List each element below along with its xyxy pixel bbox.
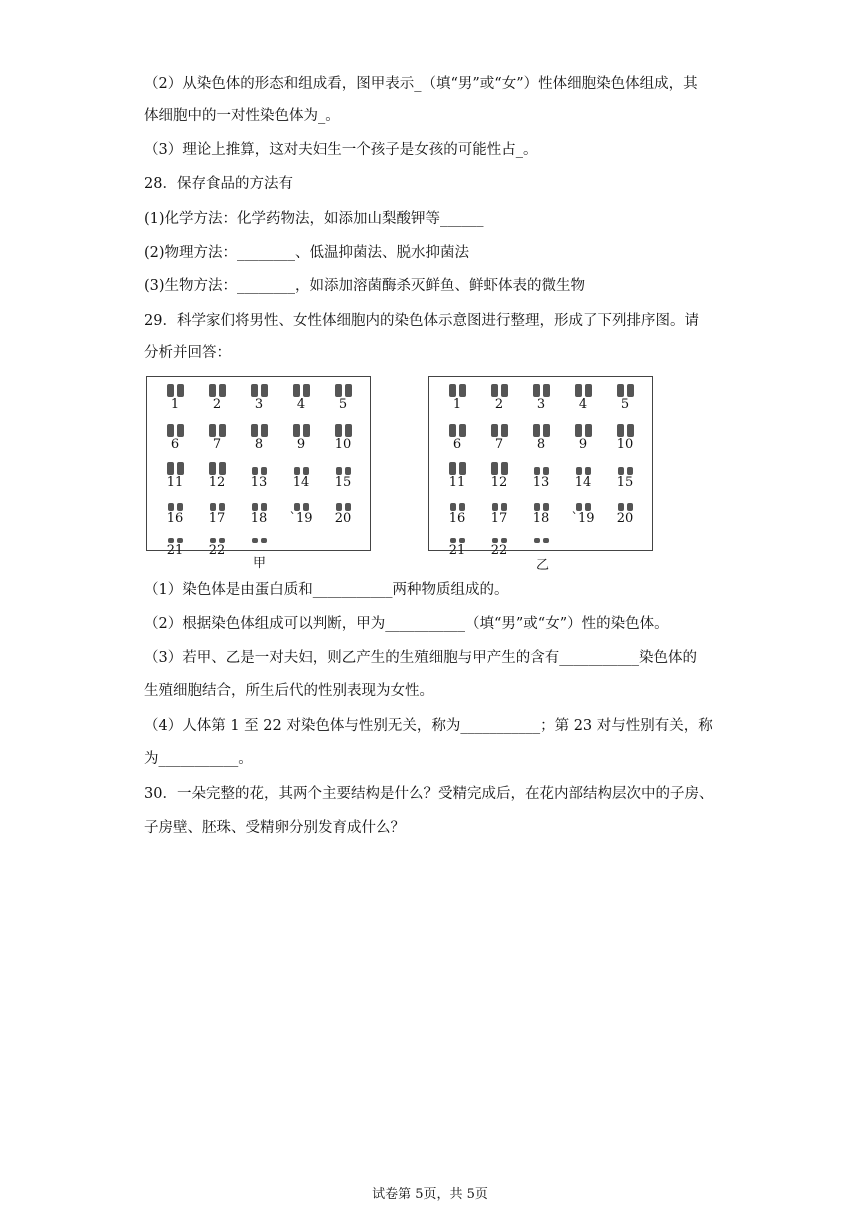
chromosome-number: 3 — [254, 397, 264, 412]
text-line-q28-2: (2)物理方法：________、低温抑菌法、脱水抑菌法 — [144, 245, 470, 261]
chromosome-shape-icon — [323, 461, 363, 475]
text-line-q30a: 30．一朵完整的花，其两个主要结构是什么？受精完成后，在花内部结构层次中的子房、 — [144, 786, 714, 802]
chromosome-shape-icon — [239, 383, 279, 397]
chromosome-number: `19 — [571, 511, 595, 526]
chromosome-number: 18 — [532, 511, 550, 526]
chromosome-shape-icon — [197, 383, 237, 397]
text-line-q29a: 29．科学家们将男性、女性体细胞内的染色体示意图进行整理，形成了下列排序图。请 — [144, 313, 699, 329]
chromosome-shape-icon — [479, 497, 519, 511]
chromosome-pair-yi-19 — [563, 497, 603, 525]
chromosome-shape-icon — [437, 461, 477, 475]
chromosome-number: 22 — [490, 543, 508, 558]
chromosome-shape-icon — [479, 529, 519, 543]
chromosome-number: 21 — [166, 543, 184, 558]
chromosome-shape-icon — [239, 423, 279, 437]
chromosome-number: 17 — [208, 511, 226, 526]
chromosome-pair-yi-2 — [479, 383, 519, 411]
chromosome-shape-icon — [437, 529, 477, 543]
chromosome-shape-icon — [605, 461, 645, 475]
chromosome-number: 16 — [166, 511, 184, 526]
chromosome-shape-icon — [563, 497, 603, 511]
chromosome-number: 17 — [490, 511, 508, 526]
chromosome-shape-icon — [197, 461, 237, 475]
chromosome-pair-yi-8 — [521, 423, 561, 451]
chromosome-pair-yi-3 — [521, 383, 561, 411]
chromosome-number: 12 — [490, 475, 508, 490]
chromosome-shape-icon — [605, 383, 645, 397]
chromosome-number: 7 — [494, 437, 504, 452]
chromosome-pair-jia-14 — [281, 461, 321, 489]
chromosome-pair-yi-21 — [437, 529, 477, 557]
chromosome-pair-jia-10 — [323, 423, 363, 451]
chromosome-number: 18 — [250, 511, 268, 526]
chromosome-pair-yi-11 — [437, 461, 477, 489]
chromosome-pair-jia-13 — [239, 461, 279, 489]
chromosome-pair-yi-12 — [479, 461, 519, 489]
chromosome-number: 10 — [616, 437, 634, 452]
chromosome-shape-icon — [605, 497, 645, 511]
text-line-q29-3a: （3）若甲、乙是一对夫妇，则乙产生的生殖细胞与甲产生的含有___________染色体的 — [144, 650, 697, 666]
chromosome-number: 5 — [338, 397, 348, 412]
chromosome-number: 15 — [616, 475, 634, 490]
chromosome-pair-jia-16 — [155, 497, 195, 525]
chromosome-pair-yi-18 — [521, 497, 561, 525]
chromosome-pair-jia-9 — [281, 423, 321, 451]
chromosome-shape-icon — [437, 383, 477, 397]
chromosome-number: 6 — [170, 437, 180, 452]
chromosome-number: 2 — [494, 397, 504, 412]
chromosome-number: 11 — [448, 475, 466, 490]
chromosome-shape-icon — [437, 497, 477, 511]
chromosome-number: 11 — [166, 475, 184, 490]
chromosome-shape-icon — [155, 529, 195, 543]
chromosome-pair-jia-18 — [239, 497, 279, 525]
chromosome-shape-icon — [521, 423, 561, 437]
chromosome-pair-jia-1 — [155, 383, 195, 411]
chromosome-shape-icon — [521, 461, 561, 475]
chromosome-number: 4 — [296, 397, 306, 412]
chromosome-pair-yi-16 — [437, 497, 477, 525]
chromosome-shape-icon — [563, 423, 603, 437]
text-line-q29-1: （1）染色体是由蛋白质和___________两种物质组成的。 — [144, 582, 509, 598]
chromosome-pair-jia-20 — [323, 497, 363, 525]
chromosome-shape-icon — [197, 497, 237, 511]
text-line-q29-2: （2）根据染色体组成可以判断，甲为___________（填“男”或“女”）性的染色体。 — [144, 616, 669, 632]
chromosome-pair-jia-12 — [197, 461, 237, 489]
text-line-q27-2b: 体细胞中的一对性染色体为_。 — [144, 108, 340, 124]
text-line-q28: 28．保存食品的方法有 — [144, 176, 293, 192]
chromosome-pair-yi-13 — [521, 461, 561, 489]
chromosome-number: 20 — [616, 511, 634, 526]
chromosome-number: 6 — [452, 437, 462, 452]
chromosome-shape-icon — [521, 529, 561, 543]
chromosome-pair-jia-6 — [155, 423, 195, 451]
chromosome-pair-jia-5 — [323, 383, 363, 411]
chromosome-pair-jia-4 — [281, 383, 321, 411]
chromosome-shape-icon — [563, 383, 603, 397]
chromosome-number: 12 — [208, 475, 226, 490]
chromosome-pair-jia-11 — [155, 461, 195, 489]
chromosome-pair-jia-22 — [197, 529, 237, 557]
page-footer: 试卷第 5页，共 5页 — [372, 1187, 488, 1202]
chromosome-shape-icon — [563, 461, 603, 475]
karyotype-figure-jia — [146, 376, 371, 558]
chromosome-pair-yi-5 — [605, 383, 645, 411]
chromosome-pair-jia-2 — [197, 383, 237, 411]
chromosome-pair-yi-22 — [479, 529, 519, 557]
text-line-q29-3b: 生殖细胞结合，所生后代的性别表现为女性。 — [144, 683, 434, 699]
chromosome-shape-icon — [281, 497, 321, 511]
chromosome-shape-icon — [155, 461, 195, 475]
karyotype-figure-yi — [428, 376, 653, 558]
chromosome-pair-yi-17 — [479, 497, 519, 525]
figure-caption-yi: 乙 — [536, 558, 550, 573]
chromosome-number: 1 — [170, 397, 180, 412]
chromosome-pair-jia-8 — [239, 423, 279, 451]
chromosome-shape-icon — [155, 383, 195, 397]
text-line-q28-1: (1)化学方法：化学药物法，如添加山梨酸钾等______ — [144, 211, 484, 227]
chromosome-shape-icon — [323, 383, 363, 397]
chromosome-number: `19 — [289, 511, 313, 526]
chromosome-pair-jia-23 — [239, 529, 279, 544]
chromosome-shape-icon — [197, 529, 237, 543]
chromosome-shape-icon — [479, 461, 519, 475]
chromosome-shape-icon — [239, 497, 279, 511]
chromosome-pair-yi-14 — [563, 461, 603, 489]
chromosome-shape-icon — [281, 423, 321, 437]
chromosome-shape-icon — [323, 423, 363, 437]
text-line-q27-3: （3）理论上推算，这对夫妇生一个孩子是女孩的可能性占_。 — [144, 142, 538, 158]
chromosome-pair-jia-7 — [197, 423, 237, 451]
chromosome-number: 3 — [536, 397, 546, 412]
chromosome-number: 9 — [578, 437, 588, 452]
chromosome-pair-yi-15 — [605, 461, 645, 489]
figure-caption-jia: 甲 — [253, 556, 267, 571]
chromosome-pair-yi-9 — [563, 423, 603, 451]
chromosome-shape-icon — [479, 423, 519, 437]
chromosome-number: 13 — [250, 475, 268, 490]
chromosome-pair-yi-1 — [437, 383, 477, 411]
chromosome-pair-jia-3 — [239, 383, 279, 411]
chromosome-shape-icon — [437, 423, 477, 437]
chromosome-shape-icon — [605, 423, 645, 437]
chromosome-number: 14 — [574, 475, 592, 490]
chromosome-shape-icon — [323, 497, 363, 511]
chromosome-number: 16 — [448, 511, 466, 526]
chromosome-number: 4 — [578, 397, 588, 412]
chromosome-number: 1 — [452, 397, 462, 412]
chromosome-pair-jia-15 — [323, 461, 363, 489]
text-line-q30b: 子房壁、胚珠、受精卵分别发育成什么？ — [144, 820, 405, 836]
chromosome-number: 8 — [254, 437, 264, 452]
chromosome-number: 5 — [620, 397, 630, 412]
chromosome-shape-icon — [521, 497, 561, 511]
chromosome-pair-yi-20 — [605, 497, 645, 525]
chromosome-shape-icon — [281, 461, 321, 475]
chromosome-number: 13 — [532, 475, 550, 490]
text-line-q29-4b: 为___________。 — [144, 751, 253, 767]
chromosome-number: 2 — [212, 397, 222, 412]
chromosome-pair-yi-10 — [605, 423, 645, 451]
chromosome-number: 15 — [334, 475, 352, 490]
chromosome-pair-yi-4 — [563, 383, 603, 411]
chromosome-number: 14 — [292, 475, 310, 490]
text-line-q28-3: (3)生物方法：________，如添加溶菌酶杀灭鲜鱼、鲜虾体表的微生物 — [144, 278, 586, 294]
chromosome-shape-icon — [479, 383, 519, 397]
chromosome-shape-icon — [155, 423, 195, 437]
chromosome-number: 7 — [212, 437, 222, 452]
chromosome-number: 22 — [208, 543, 226, 558]
chromosome-shape-icon — [155, 497, 195, 511]
chromosome-shape-icon — [239, 529, 279, 543]
text-line-q29b: 分析并回答： — [144, 345, 231, 361]
chromosome-shape-icon — [239, 461, 279, 475]
chromosome-number: 20 — [334, 511, 352, 526]
chromosome-pair-jia-21 — [155, 529, 195, 557]
chromosome-pair-yi-6 — [437, 423, 477, 451]
chromosome-number: 9 — [296, 437, 306, 452]
chromosome-pair-jia-19 — [281, 497, 321, 525]
chromosome-pair-yi-7 — [479, 423, 519, 451]
chromosome-pair-yi-23 — [521, 529, 561, 544]
chromosome-pair-jia-17 — [197, 497, 237, 525]
text-line-q27-2a: （2）从染色体的形态和组成看，图甲表示_（填“男”或“女”）性体细胞染色体组成，其 — [144, 76, 698, 92]
chromosome-shape-icon — [281, 383, 321, 397]
chromosome-number: 10 — [334, 437, 352, 452]
text-line-q29-4a: （4）人体第 1 至 22 对染色体与性别无关，称为___________；第 23 对与性别有关，称 — [144, 718, 713, 734]
chromosome-shape-icon — [521, 383, 561, 397]
chromosome-shape-icon — [197, 423, 237, 437]
chromosome-number: 8 — [536, 437, 546, 452]
chromosome-number: 21 — [448, 543, 466, 558]
